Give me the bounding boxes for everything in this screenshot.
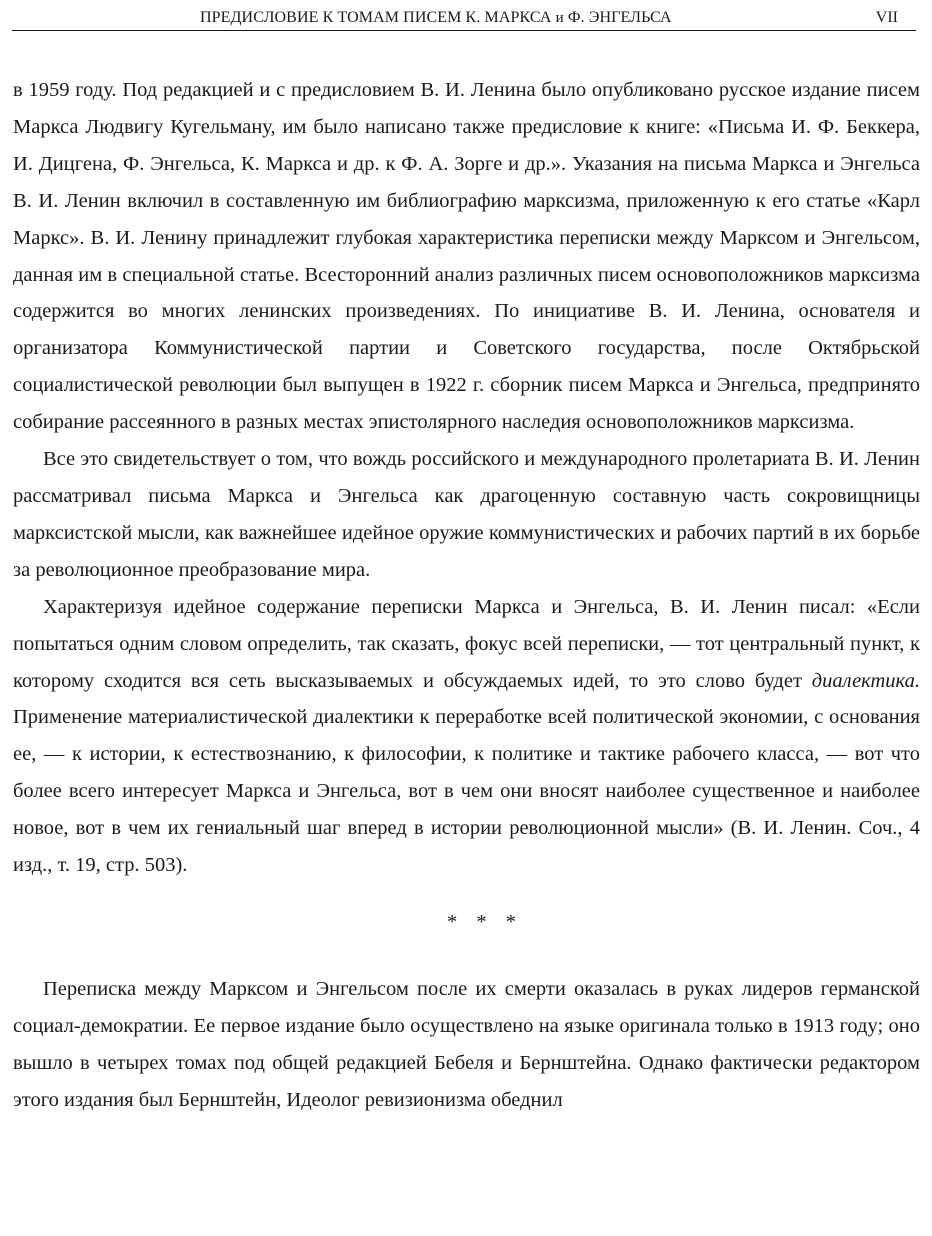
paragraph-1: в 1959 году. Под редакцией и с предисловием В. И. Ленина было опубликовано русское издание писем Маркса Людвигу Кугельману, им было написано также предисловие к книге: «Письма И. Ф. Беккера, И. Дицгена, Ф. Энгельса, К. Маркса и др. к Ф. А. Зорге и др.». Указания на письма Маркса и Энгельса В. И. Ленин включил в составленную им библиографию марксизма, приложенную к его статье «Карл Маркс». В. И. Ленину принадлежит глубокая характеристика переписки между Марксом и Энгельсом, данная им в специальной статье. Всесторонний анализ различных писем основоположников марксизма содержится во многих ленинских произведениях. По инициативе В. И. Ленина, основателя и организатора Коммунистической партии и Советского государства, после Октябрьской социалистической революции был выпущен в 1922 г. сборник писем Маркса и Энгельса, предпринято собирание рассеянного в разных местах эпистолярного наследия основоположников марксизма. xyxy=(13,79,920,434)
running-header xyxy=(12,6,916,31)
paragraph-3-text-start: Характеризуя идейное содержание переписки Маркса и Энгельса, В. И. Ленин писал: «Если попытаться одним словом определить, так сказать, фокус всей переписки, — тот центральный пункт, к которому сходится вся сеть высказываемых и обсуждаемых идей, то это слово будет xyxy=(13,595,920,692)
section-separator: * * * xyxy=(447,910,516,933)
running-title-conjunction: и xyxy=(555,10,564,26)
italic-term: диалектика. xyxy=(811,669,920,692)
running-title xyxy=(200,6,672,30)
paragraph-3 xyxy=(13,589,920,884)
paragraph-3-text-end: Применение материалистической диалектики к переработке всей политической экономии, с основания ее, — к истории, к естествознанию, к философии, к политике и тактике рабочего класса, — вот что более всего интересует Маркса и Энгельса, вот в чем они вносят наиболее существенное и наиболее новое, вот в чем их гениальный шаг вперед в истории революционной мысли» (В. И. Ленин. Соч., 4 изд., т. 19, стр. 503). xyxy=(13,706,920,877)
running-title-end: Ф. ЭНГЕЛЬСА xyxy=(567,9,672,26)
body-text xyxy=(13,72,920,1118)
paragraph-4: Переписка между Марксом и Энгельсом после их смерти оказалась в руках лидеров германской социал-демократии. Ее первое издание было осуществлено на языке оригинала только в 1913 году; оно вышло в четырех томах под общей редакцией Бебеля и Бернштейна. Однако фактически редактором этого издания был Бернштейн, Идеолог ревизионизма обеднил xyxy=(13,977,920,1111)
paragraph-2: Все это свидетельствует о том, что вождь российского и международного пролетариата В. И. Ленин рассматривал письма Маркса и Энгельса как драгоценную составную часть сокровищницы марксистской мысли, как важнейшее идейное оружие коммунистических и рабочих партий в их борьбе за революционное преобразование мира. xyxy=(13,448,920,581)
running-title-main: ПРЕДИСЛОВИЕ К ТОМАМ ПИСЕМ К. МАРКСА xyxy=(200,9,552,26)
page-number: VII xyxy=(875,9,898,26)
